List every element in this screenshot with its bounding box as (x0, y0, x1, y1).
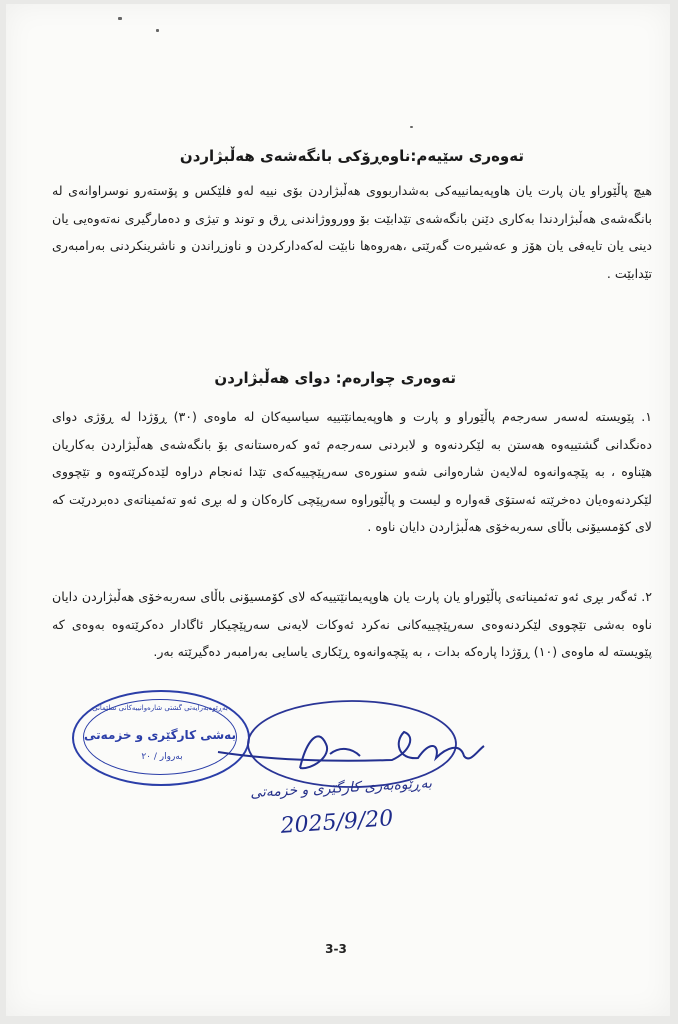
signature-role: بەڕێوەبەری کارگێری و خزمەتی (249, 775, 433, 802)
stamp-department: بەشی کارگێری و خزمەتی (84, 728, 236, 742)
section3-paragraph: هیچ پاڵێوراو یان پارت یان هاوپەیمانییەکی بەشداربووی هەڵبژاردن بۆی نییە لەو فلێکس و پۆستەرو نوسراوانەی لە بانگەشەی هەڵبژاردندا بەکاری دێنن بانگەشەی تێدابێت بۆ وورووژاندنی ڕق و توند و تیژی و دەمارگیری نەتەوەیی یان دینی یان تایەفی یان هۆز و عەشیرەت گەرێتی ،هەروەها نابێت لەکەدارکردن و ناوزڕاندن و ناشرینکردنی بەرامبەری تێدابێت . (52, 183, 652, 281)
signature-flourish (300, 736, 360, 768)
section4-point-1: ١. پێویستە لەسەر سەرجەم پاڵێوراو و پارت و هاوپەیمانێتییە سیاسیەکان لە ماوەی (٣٠) ڕۆژدا لە ڕۆژی دوای دەنگدانی گشتییەوە هەستن بە لێکردنەوە و لابردنی سەرجەم ئەو کەرەستانەی بۆ بانگەشەی هەڵبژاردن بەکاریان هێناوە ، بە پێچەوانەوە لەلایەن شارەوانی شەو سنورەی سەرپێچییەکەی تێدا ئەنجام دراوە لێدەکرێتەوە و تێچووی لێکردنەوەیان دەخرێتە ئەستۆی قەوارە و لیست و پاڵێوراوە سەرپێچی کارەکان و لە بڕی ئەو تەئمیناتەی دەبردرێت کە لای کۆمسیۆنی باڵای سەربەخۆی هەڵبژاردن دایان ناوە . (52, 409, 652, 534)
stamp-date-line: بەروار / ٢٠ (141, 752, 183, 762)
section4-heading: تەوەری چوارەم: دوای هەڵبژاردن (214, 369, 456, 387)
signature-loop (248, 701, 456, 787)
section4-point-2: ٢. ئەگەر بڕی ئەو تەئمیناتەی پاڵێوراو یان پارت یان هاوپەیمانێتییەکە لای کۆمسیۆنی باڵای سەربەخۆی هەڵبژاردن دایان ناوە بەشی تێچووی لێکردنەوەی سەرپێچییەکانی نەکرد ئەوکات لایەنی سەرپێچیکار ئاگادار دەکرێتەوە بەوەی کە پێویستە لە ماوەی (١٠) ڕۆژدا پارەکە بدات ، بە پێچەوانەوە ڕێکاری یاسایی بەرامبەر دەگیرێتە بەر. (52, 589, 652, 659)
signature-date: 2025/9/20 (279, 806, 395, 839)
signature-stroke (218, 732, 484, 761)
section3-heading: تەوەری سێیەم:ناوەڕۆکی بانگەشەی هەڵبژاردن (179, 147, 524, 165)
stamp-organization: بەڕێوەبەرایەتی گشتی شارەوانییەکانی سلێمانی (92, 704, 228, 712)
page-number: 3-3 (325, 942, 347, 956)
